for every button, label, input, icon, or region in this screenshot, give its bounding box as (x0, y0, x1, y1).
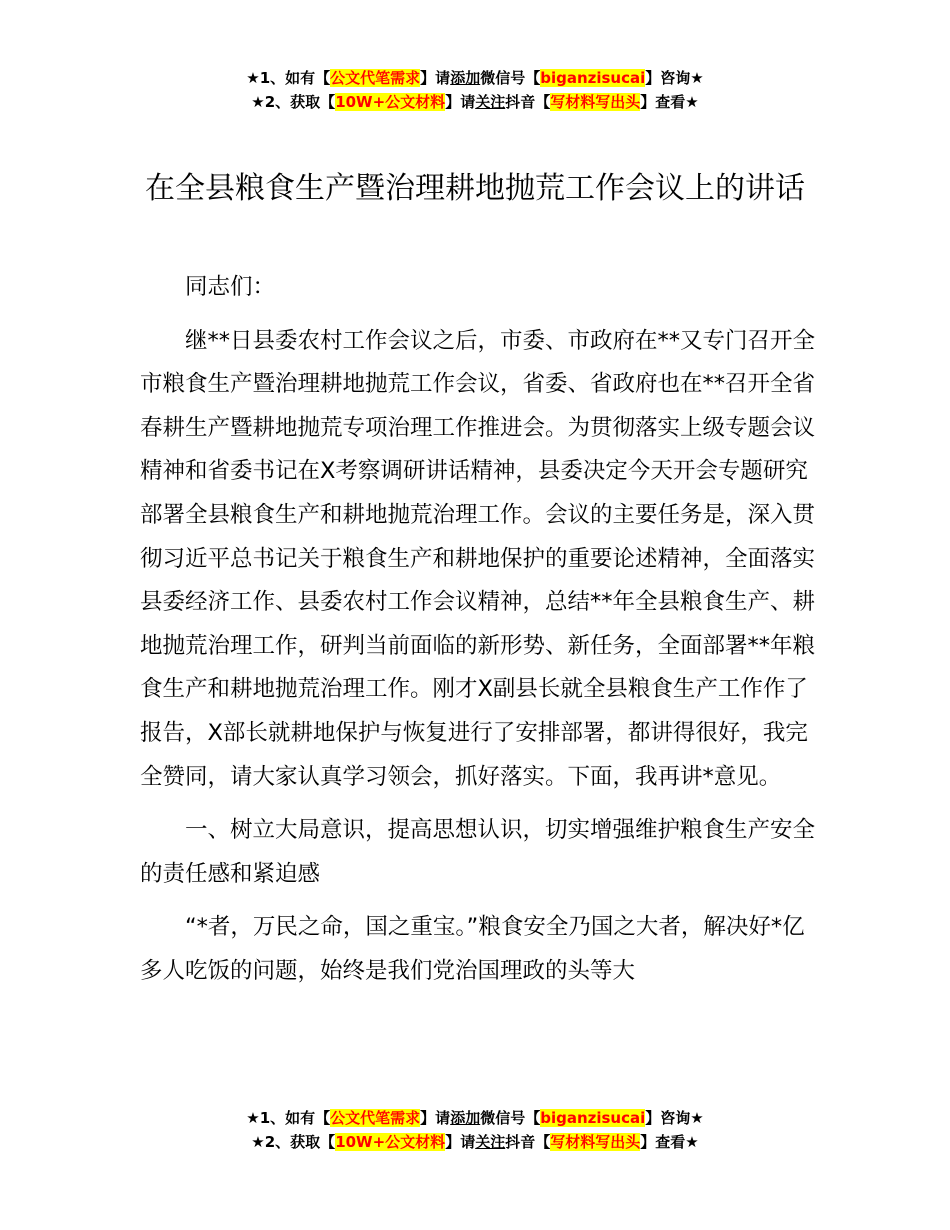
header-banner (0, 66, 950, 114)
highlight-materials: 10W+公文材料 (335, 1133, 446, 1151)
highlight-douyin-account: 写材料写出头 (550, 1133, 641, 1151)
paragraph-2: “*者，万民之命，国之重宝。”粮食安全乃国之大者，解决好*亿多人吃饭的问题，始终是我们党治国理政的头等大 (140, 914, 805, 984)
highlight-wechat-id: biganzisucai (540, 1109, 646, 1127)
highlight-wechat-id: biganzisucai (540, 69, 646, 87)
banner-line-1: ★1、如有【公文代笔需求】请添加微信号【biganzisucai】咨询★ (246, 69, 704, 87)
banner-line-1: ★1、如有【公文代笔需求】请添加微信号【biganzisucai】咨询★ (246, 1109, 704, 1127)
section-heading-1: 一、树立大局意识，提高思想认识，切实增强维护粮食生产安全的责任感和紧迫感 (140, 817, 816, 887)
highlight-service: 公文代笔需求 (330, 1109, 421, 1127)
document-title: 在全县粮食生产暨治理耕地抛荒工作会议上的讲话 (145, 171, 805, 206)
paragraph-intro: 继**日县委农村工作会议之后，市委、市政府在**又专门召开全市粮食生产暨治理耕地抛荒工作会议，省委、省政府也在**召开全省春耕生产暨耕地抛荒专项治理工作推进会。为贯彻落实上级专题会议精神和省委书记在X考察调研讲话精神，县委决定今天开会专题研究部署全县粮食生产和耕地抛荒治理工作。会议的主要任务是，深入贯彻习近平总书记关于粮食生产和耕地保护的重要论述精神，全面落实县委经济工作、县委农村工作会议精神，总结**年全县粮食生产、耕地抛荒治理工作，研判当前面临的新形势、新任务，全面部署**年粮食生产和耕地抛荒治理工作。刚才X副县长就全县粮食生产工作作了报告，X部长就耕地保护与恢复进行了安排部署，都讲得很好，我完全赞同，请大家认真学习领会，抓好落实。下面，我再讲*意见。 (140, 327, 816, 790)
highlight-douyin-account: 写材料写出头 (550, 93, 641, 111)
banner-line-2: ★2、获取【10W+公文材料】请关注抖音【写材料写出头】查看★ (251, 93, 699, 111)
salutation: 同志们： (185, 274, 276, 300)
highlight-service: 公文代笔需求 (330, 69, 421, 87)
banner-line-2: ★2、获取【10W+公文材料】请关注抖音【写材料写出头】查看★ (251, 1133, 699, 1151)
document-body (140, 266, 820, 997)
highlight-materials: 10W+公文材料 (335, 93, 446, 111)
footer-banner (0, 1106, 950, 1154)
